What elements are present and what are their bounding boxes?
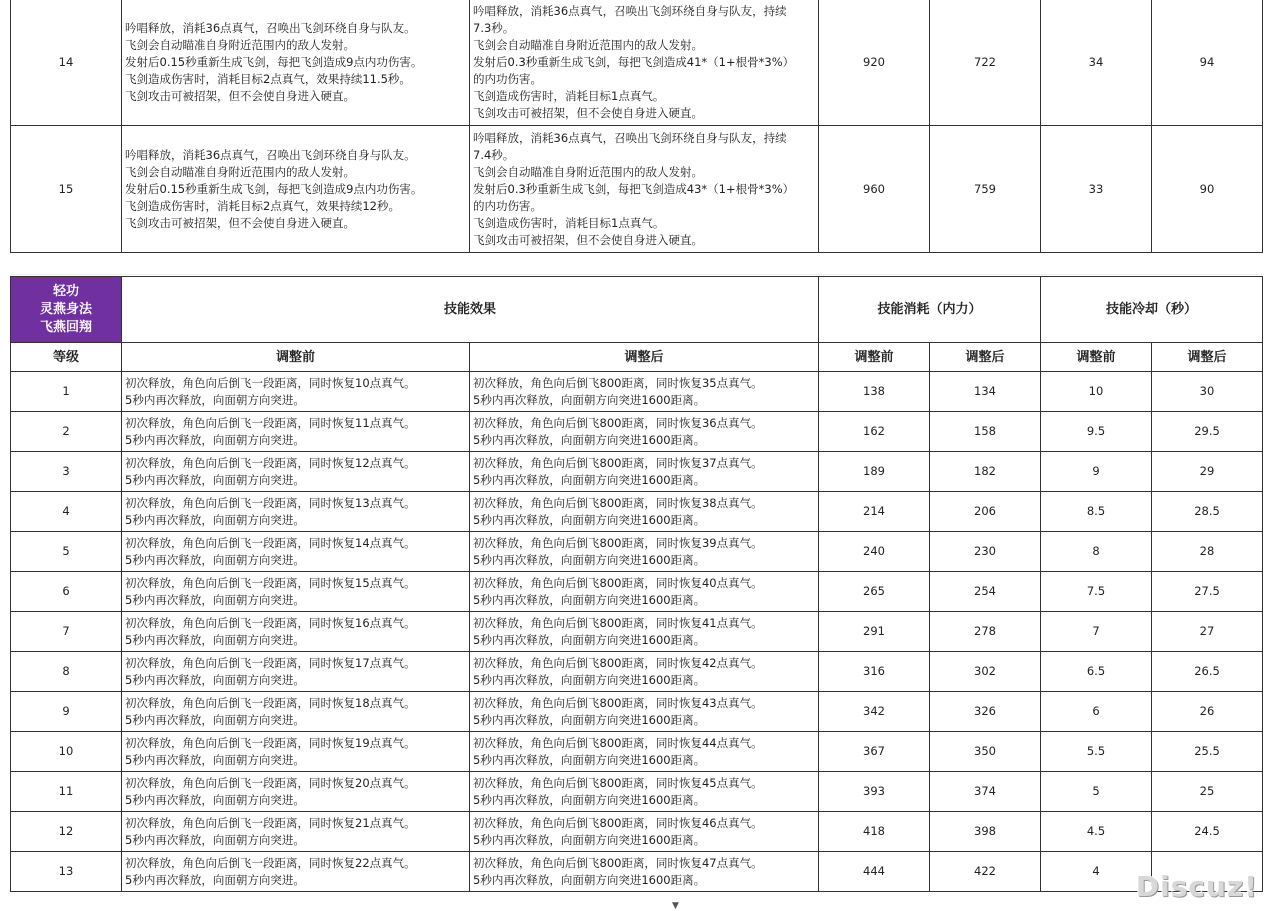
cd-before-cell: 4.5 xyxy=(1041,812,1152,852)
effect-before-cell xyxy=(122,452,470,492)
level-cell: 15 xyxy=(11,126,122,253)
effect-before-cell xyxy=(122,692,470,732)
table-row xyxy=(11,652,1263,692)
text-line: 飞剑造成伤害时，消耗目标1点真气。 xyxy=(473,215,665,230)
text-line: 初次释放，角色向后倒飞800距离，同时恢复42点真气。 xyxy=(473,655,763,670)
cost-before-cell: 920 xyxy=(819,0,930,126)
text-line: 飞剑攻击可被招架，但不会使自身进入硬直。 xyxy=(125,215,355,230)
text-line: 5秒内再次释放，向面朝方向突进1600距离。 xyxy=(473,672,706,687)
cost-after-cell: 230 xyxy=(930,532,1041,572)
cd-after-cell: 25.5 xyxy=(1152,732,1263,772)
text-line: 飞剑会自动瞄准自身附近范围内的敌人发射。 xyxy=(125,37,355,52)
text-line: 飞剑会自动瞄准自身附近范围内的敌人发射。 xyxy=(473,164,703,179)
text-line: 5秒内再次释放，向面朝方向突进。 xyxy=(125,472,305,487)
effect-after-cell xyxy=(470,492,819,532)
effect-before-header: 调整前 xyxy=(122,343,470,372)
cost-header: 技能消耗（内力） xyxy=(819,277,1041,343)
cd-before-cell: 5 xyxy=(1041,772,1152,812)
effect-before-cell xyxy=(122,652,470,692)
effect-before-cell xyxy=(122,852,470,892)
cost-before-cell: 162 xyxy=(819,412,930,452)
effect-before-cell xyxy=(122,532,470,572)
text-line: 5秒内再次释放，向面朝方向突进1600距离。 xyxy=(473,512,706,527)
cd-after-cell: 94 xyxy=(1152,0,1263,126)
cost-after-cell: 278 xyxy=(930,612,1041,652)
skill-category: 轻功 xyxy=(52,283,79,299)
cost-after-cell: 350 xyxy=(930,732,1041,772)
cost-after-cell: 158 xyxy=(930,412,1041,452)
text-line: 初次释放，角色向后倒飞一段距离，同时恢复19点真气。 xyxy=(125,735,416,750)
cost-before-cell: 214 xyxy=(819,492,930,532)
text-line: 发射后0.3秒重新生成飞剑，每把飞剑造成43*（1+根骨*3%） xyxy=(473,181,795,196)
lightness-skill-table xyxy=(10,276,1263,892)
cd-after-cell: 25 xyxy=(1152,772,1263,812)
level-cell: 14 xyxy=(11,0,122,126)
cost-before-cell: 342 xyxy=(819,692,930,732)
effect-after-cell xyxy=(470,652,819,692)
text-line: 5秒内再次释放，向面朝方向突进。 xyxy=(125,712,305,727)
level-cell: 5 xyxy=(11,532,122,572)
table-row xyxy=(11,852,1263,892)
table-row xyxy=(11,532,1263,572)
skill-name: 飞燕回翔 xyxy=(39,319,92,335)
cd-before-cell: 9.5 xyxy=(1041,412,1152,452)
text-line: 飞剑攻击可被招架，但不会使自身进入硬直。 xyxy=(125,88,355,103)
cost-before-cell: 138 xyxy=(819,372,930,412)
text-line: 初次释放，角色向后倒飞800距离，同时恢复43点真气。 xyxy=(473,695,763,710)
text-line: 初次释放，角色向后倒飞一段距离，同时恢复11点真气。 xyxy=(125,415,416,430)
text-line: 初次释放，角色向后倒飞800距离，同时恢复36点真气。 xyxy=(473,415,763,430)
level-cell: 9 xyxy=(11,692,122,732)
text-line: 初次释放，角色向后倒飞一段距离，同时恢复17点真气。 xyxy=(125,655,416,670)
cost-after-cell: 182 xyxy=(930,452,1041,492)
table-row xyxy=(11,572,1263,612)
cost-before-cell: 444 xyxy=(819,852,930,892)
text-line: 7.4秒。 xyxy=(473,147,515,162)
cost-before-cell: 418 xyxy=(819,812,930,852)
text-line: 5秒内再次释放，向面朝方向突进。 xyxy=(125,832,305,847)
level-cell: 10 xyxy=(11,732,122,772)
cd-before-cell: 7 xyxy=(1041,612,1152,652)
text-line: 初次释放，角色向后倒飞一段距离，同时恢复14点真气。 xyxy=(125,535,416,550)
text-line: 飞剑会自动瞄准自身附近范围内的敌人发射。 xyxy=(473,37,703,52)
effect-before-cell xyxy=(122,612,470,652)
cd-after-cell: 26.5 xyxy=(1152,652,1263,692)
effect-after-cell xyxy=(470,412,819,452)
effect-header: 技能效果 xyxy=(122,277,819,343)
text-line: 5秒内再次释放，向面朝方向突进。 xyxy=(125,752,305,767)
cost-before-cell: 393 xyxy=(819,772,930,812)
text-line: 5秒内再次释放，向面朝方向突进。 xyxy=(125,672,305,687)
cost-before-cell: 367 xyxy=(819,732,930,772)
cd-before-cell: 4 xyxy=(1041,852,1152,892)
text-line: 5秒内再次释放，向面朝方向突进。 xyxy=(125,392,305,407)
table-row xyxy=(11,772,1263,812)
cost-after-cell: 759 xyxy=(930,126,1041,253)
cd-after-cell: 27 xyxy=(1152,612,1263,652)
skill-name-cell xyxy=(11,277,122,343)
level-cell: 11 xyxy=(11,772,122,812)
effect-after-cell xyxy=(470,126,819,253)
cd-after-cell: 24.5 xyxy=(1152,812,1263,852)
table-row xyxy=(11,692,1263,732)
text-line: 发射后0.15秒重新生成飞剑，每把飞剑造成9点内功伤害。 xyxy=(125,181,423,196)
effect-after-cell xyxy=(470,812,819,852)
cost-before-header: 调整前 xyxy=(819,343,930,372)
text-line: 5秒内再次释放，向面朝方向突进1600距离。 xyxy=(473,832,706,847)
text-line: 初次释放，角色向后倒飞一段距离，同时恢复16点真气。 xyxy=(125,615,416,630)
text-line: 的内功伤害。 xyxy=(473,198,542,213)
text-line: 飞剑造成伤害时，消耗目标2点真气，效果持续11.5秒。 xyxy=(125,71,411,86)
cost-after-cell: 254 xyxy=(930,572,1041,612)
effect-after-header: 调整后 xyxy=(470,343,819,372)
text-line: 5秒内再次释放，向面朝方向突进1600距离。 xyxy=(473,392,706,407)
effect-before-cell xyxy=(122,732,470,772)
text-line: 5秒内再次释放，向面朝方向突进1600距离。 xyxy=(473,752,706,767)
text-line: 初次释放，角色向后倒飞一段距离，同时恢复20点真气。 xyxy=(125,775,416,790)
cd-before-cell: 7.5 xyxy=(1041,572,1152,612)
cd-after-cell: 90 xyxy=(1152,126,1263,253)
cd-after-cell: 26 xyxy=(1152,692,1263,732)
text-line: 初次释放，角色向后倒飞800距离，同时恢复35点真气。 xyxy=(473,375,763,390)
table-row xyxy=(11,492,1263,532)
cost-after-cell: 326 xyxy=(930,692,1041,732)
text-line: 5秒内再次释放，向面朝方向突进1600距离。 xyxy=(473,872,706,887)
cooldown-header: 技能冷却（秒） xyxy=(1041,277,1263,343)
cd-before-cell: 34 xyxy=(1041,0,1152,126)
level-cell: 13 xyxy=(11,852,122,892)
cd-after-cell: 29.5 xyxy=(1152,412,1263,452)
effect-after-cell xyxy=(470,772,819,812)
text-line: 初次释放，角色向后倒飞800距离，同时恢复37点真气。 xyxy=(473,455,763,470)
text-line: 发射后0.3秒重新生成飞剑，每把飞剑造成41*（1+根骨*3%） xyxy=(473,54,795,69)
text-line: 初次释放，角色向后倒飞一段距离，同时恢复13点真气。 xyxy=(125,495,416,510)
cd-before-cell: 5.5 xyxy=(1041,732,1152,772)
text-line: 初次释放，角色向后倒飞一段距离，同时恢复12点真气。 xyxy=(125,455,416,470)
cd-after-cell: 29 xyxy=(1152,452,1263,492)
effect-before-cell xyxy=(122,0,470,126)
discuz-logo: Discuz! xyxy=(1135,870,1258,903)
text-line: 初次释放，角色向后倒飞800距离，同时恢复39点真气。 xyxy=(473,535,763,550)
level-cell: 3 xyxy=(11,452,122,492)
text-line: 5秒内再次释放，向面朝方向突进1600距离。 xyxy=(473,792,706,807)
cd-before-header: 调整前 xyxy=(1041,343,1152,372)
text-line: 5秒内再次释放，向面朝方向突进1600距离。 xyxy=(473,592,706,607)
effect-after-cell xyxy=(470,612,819,652)
text-line: 初次释放，角色向后倒飞一段距离，同时恢复15点真气。 xyxy=(125,575,416,590)
text-line: 飞剑造成伤害时，消耗目标2点真气，效果持续12秒。 xyxy=(125,198,400,213)
text-line: 初次释放，角色向后倒飞800距离，同时恢复46点真气。 xyxy=(473,815,763,830)
level-header: 等级 xyxy=(11,343,122,372)
level-cell: 4 xyxy=(11,492,122,532)
table-row xyxy=(11,732,1263,772)
cd-after-header: 调整后 xyxy=(1152,343,1263,372)
cd-before-cell: 6 xyxy=(1041,692,1152,732)
text-line: 初次释放，角色向后倒飞800距离，同时恢复45点真气。 xyxy=(473,775,763,790)
text-line: 吟唱释放，消耗36点真气，召唤出飞剑环绕自身与队友，持续 xyxy=(473,130,787,145)
effect-before-cell xyxy=(122,412,470,452)
upper-skill-table xyxy=(10,0,1263,253)
text-line: 初次释放，角色向后倒飞一段距离，同时恢复18点真气。 xyxy=(125,695,416,710)
cd-before-cell: 9 xyxy=(1041,452,1152,492)
table-row xyxy=(11,612,1263,652)
text-line: 初次释放，角色向后倒飞800距离，同时恢复47点真气。 xyxy=(473,855,763,870)
effect-after-cell xyxy=(470,852,819,892)
effect-after-cell xyxy=(470,532,819,572)
effect-after-cell xyxy=(470,692,819,732)
scroll-down-icon[interactable]: ▼ xyxy=(672,901,679,911)
effect-before-cell xyxy=(122,812,470,852)
level-cell: 2 xyxy=(11,412,122,452)
table-row xyxy=(11,812,1263,852)
text-line: 飞剑攻击可被招架，但不会使自身进入硬直。 xyxy=(473,232,703,247)
cd-before-cell: 6.5 xyxy=(1041,652,1152,692)
table-row xyxy=(11,0,1263,126)
text-line: 5秒内再次释放，向面朝方向突进。 xyxy=(125,512,305,527)
table-row xyxy=(11,126,1263,253)
cd-before-cell: 8 xyxy=(1041,532,1152,572)
cd-after-cell: 27.5 xyxy=(1152,572,1263,612)
text-line: 初次释放，角色向后倒飞800距离，同时恢复38点真气。 xyxy=(473,495,763,510)
text-line: 飞剑攻击可被招架，但不会使自身进入硬直。 xyxy=(473,105,703,120)
text-line: 5秒内再次释放，向面朝方向突进。 xyxy=(125,432,305,447)
effect-after-cell xyxy=(470,452,819,492)
text-line: 5秒内再次释放，向面朝方向突进1600距离。 xyxy=(473,472,706,487)
effect-before-cell xyxy=(122,572,470,612)
cd-before-cell: 10 xyxy=(1041,372,1152,412)
text-line: 5秒内再次释放，向面朝方向突进。 xyxy=(125,792,305,807)
cost-before-cell: 189 xyxy=(819,452,930,492)
effect-before-cell xyxy=(122,772,470,812)
text-line: 5秒内再次释放，向面朝方向突进。 xyxy=(125,552,305,567)
text-line: 7.3秒。 xyxy=(473,20,515,35)
text-line: 初次释放，角色向后倒飞800距离，同时恢复44点真气。 xyxy=(473,735,763,750)
cost-before-cell: 316 xyxy=(819,652,930,692)
cd-after-cell: 30 xyxy=(1152,372,1263,412)
text-line: 发射后0.15秒重新生成飞剑，每把飞剑造成9点内功伤害。 xyxy=(125,54,423,69)
cost-before-cell: 240 xyxy=(819,532,930,572)
level-cell: 1 xyxy=(11,372,122,412)
cost-after-cell: 422 xyxy=(930,852,1041,892)
cd-before-cell: 8.5 xyxy=(1041,492,1152,532)
table-row xyxy=(11,452,1263,492)
text-line: 吟唱释放，消耗36点真气，召唤出飞剑环绕自身与队友。 xyxy=(125,147,416,162)
text-line: 吟唱释放，消耗36点真气，召唤出飞剑环绕自身与队友。 xyxy=(125,20,416,35)
level-cell: 7 xyxy=(11,612,122,652)
effect-after-cell xyxy=(470,372,819,412)
text-line: 初次释放，角色向后倒飞800距离，同时恢复41点真气。 xyxy=(473,615,763,630)
cost-after-header: 调整后 xyxy=(930,343,1041,372)
cost-after-cell: 398 xyxy=(930,812,1041,852)
cost-before-cell: 291 xyxy=(819,612,930,652)
effect-before-cell xyxy=(122,492,470,532)
cost-after-cell: 134 xyxy=(930,372,1041,412)
text-line: 初次释放，角色向后倒飞一段距离，同时恢复10点真气。 xyxy=(125,375,416,390)
cd-after-cell: 28 xyxy=(1152,532,1263,572)
text-line: 5秒内再次释放，向面朝方向突进。 xyxy=(125,632,305,647)
effect-before-cell xyxy=(122,126,470,253)
cd-after-cell: 28.5 xyxy=(1152,492,1263,532)
text-line: 吟唱释放，消耗36点真气，召唤出飞剑环绕自身与队友，持续 xyxy=(473,3,787,18)
cost-after-cell: 206 xyxy=(930,492,1041,532)
effect-after-cell xyxy=(470,732,819,772)
effect-after-cell xyxy=(470,572,819,612)
effect-before-cell xyxy=(122,372,470,412)
text-line: 初次释放，角色向后倒飞800距离，同时恢复40点真气。 xyxy=(473,575,763,590)
text-line: 飞剑会自动瞄准自身附近范围内的敌人发射。 xyxy=(125,164,355,179)
text-line: 5秒内再次释放，向面朝方向突进1600距离。 xyxy=(473,712,706,727)
text-line: 5秒内再次释放，向面朝方向突进1600距离。 xyxy=(473,552,706,567)
text-line: 飞剑造成伤害时，消耗目标1点真气。 xyxy=(473,88,665,103)
text-line: 初次释放，角色向后倒飞一段距离，同时恢复22点真气。 xyxy=(125,855,416,870)
level-cell: 12 xyxy=(11,812,122,852)
cost-before-cell: 960 xyxy=(819,126,930,253)
cost-after-cell: 722 xyxy=(930,0,1041,126)
text-line: 5秒内再次释放，向面朝方向突进1600距离。 xyxy=(473,632,706,647)
text-line: 初次释放，角色向后倒飞一段距离，同时恢复21点真气。 xyxy=(125,815,416,830)
effect-after-cell xyxy=(470,0,819,126)
text-line: 5秒内再次释放，向面朝方向突进。 xyxy=(125,872,305,887)
text-line: 的内功伤害。 xyxy=(473,71,542,86)
cost-after-cell: 374 xyxy=(930,772,1041,812)
table-row xyxy=(11,412,1263,452)
level-cell: 6 xyxy=(11,572,122,612)
cost-before-cell: 265 xyxy=(819,572,930,612)
skill-school: 灵燕身法 xyxy=(39,301,92,317)
cost-after-cell: 302 xyxy=(930,652,1041,692)
text-line: 5秒内再次释放，向面朝方向突进1600距离。 xyxy=(473,432,706,447)
cd-before-cell: 33 xyxy=(1041,126,1152,253)
table-gap xyxy=(10,254,1262,275)
level-cell: 8 xyxy=(11,652,122,692)
table-row xyxy=(11,372,1263,412)
text-line: 5秒内再次释放，向面朝方向突进。 xyxy=(125,592,305,607)
